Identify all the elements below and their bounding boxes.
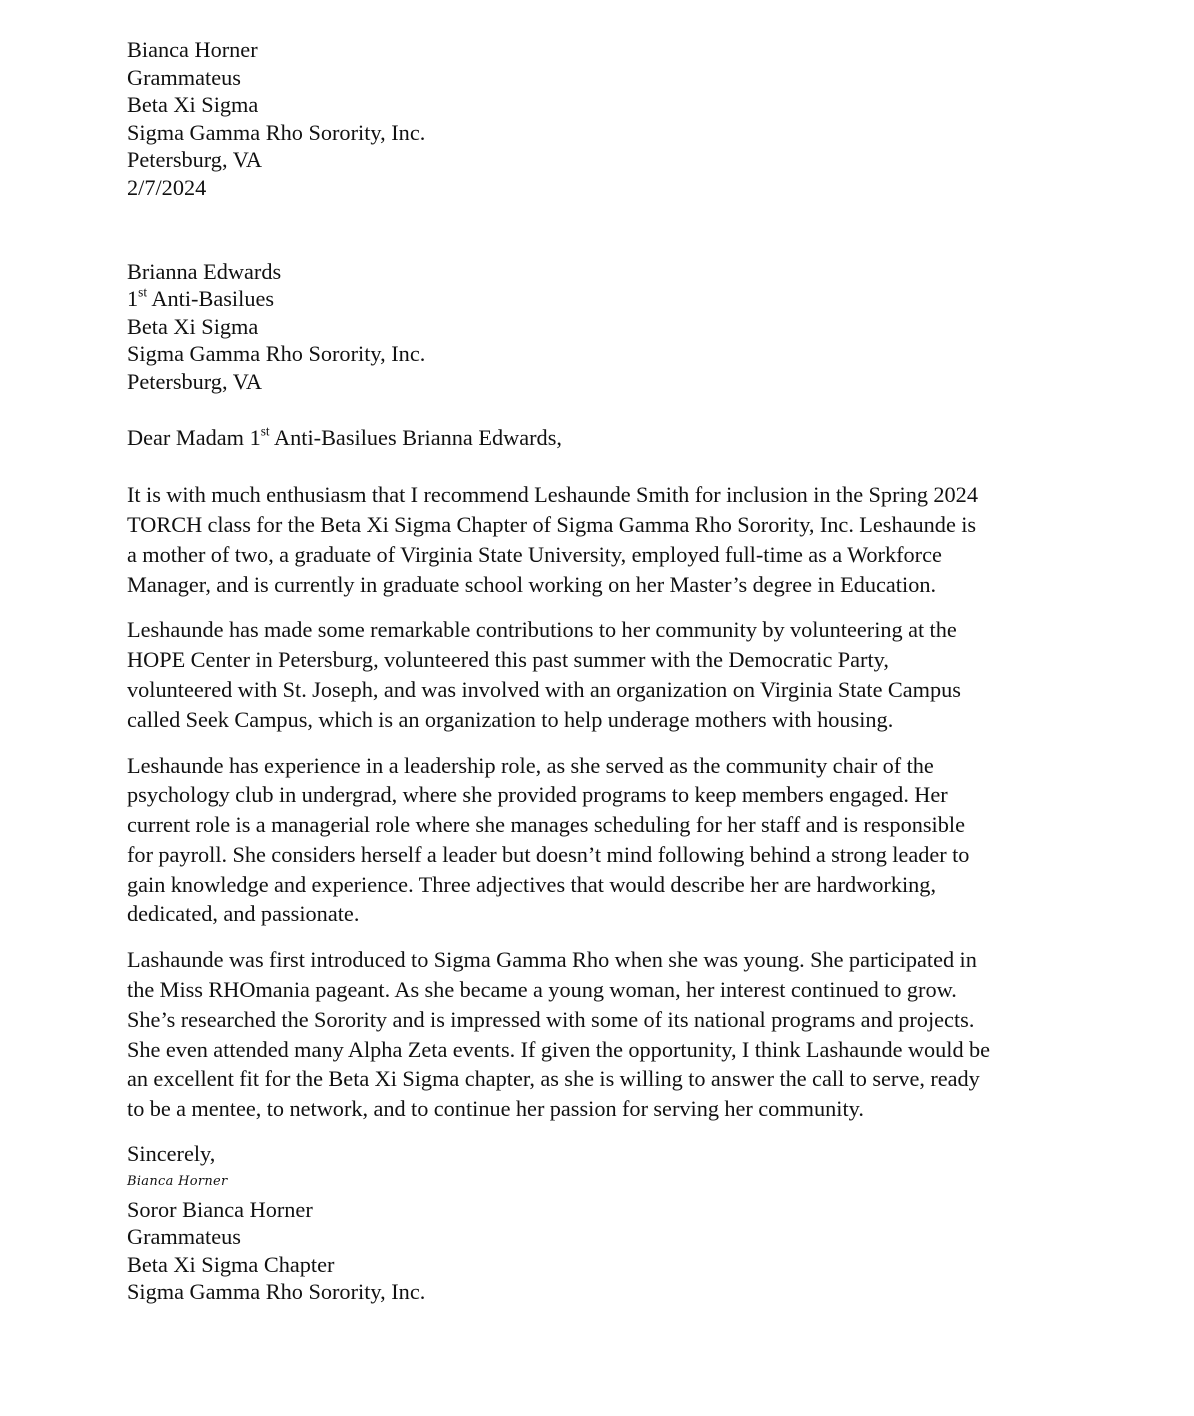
letter-date: 2/7/2024 [127, 174, 207, 200]
body-paragraph-2 [127, 615, 1077, 734]
paragraph-line: psychology club in undergrad, where she provided programs to keep members engaged. Her [127, 782, 948, 808]
paragraph-line: a mother of two, a graduate of Virginia State University, employed full-time as a Workforce [127, 541, 942, 567]
handwritten-signature: Bianca Horner [127, 1173, 228, 1189]
paragraph-line: Manager, and is currently in graduate school working on her Master’s degree in Education. [127, 571, 937, 597]
body-paragraph-3 [127, 751, 1077, 930]
recipient-organization: Sigma Gamma Rho Sorority, Inc. [127, 341, 426, 367]
sender-block [127, 36, 1077, 202]
paragraph-line: gain knowledge and experience. Three adjectives that would describe her are hardworking, [127, 871, 937, 897]
paragraph-line: It is with much enthusiasm that I recommend Leshaunde Smith for inclusion in the Spring 2024 [127, 482, 978, 508]
salutation-prefix: Dear Madam 1 [127, 424, 261, 450]
sender-chapter: Beta Xi Sigma [127, 92, 259, 118]
paragraph-line: the Miss RHOmania pageant. As she became a young woman, her interest continued to grow. [127, 977, 957, 1003]
closing-chapter: Beta Xi Sigma Chapter [127, 1251, 335, 1277]
sender-name: Bianca Horner [127, 37, 258, 62]
recipient-location: Petersburg, VA [127, 368, 263, 394]
paragraph-line: Leshaunde has made some remarkable contributions to her community by volunteering at the [127, 617, 957, 643]
paragraph-line: dedicated, and passionate. [127, 901, 360, 927]
closing-name: Soror Bianca Horner [127, 1196, 313, 1222]
paragraph-line: current role is a managerial role where she manages scheduling for her staff and is responsible [127, 812, 965, 838]
paragraph-line: TORCH class for the Beta Xi Sigma Chapter of Sigma Gamma Rho Sorority, Inc. Leshaunde is [127, 511, 977, 537]
recipient-name: Brianna Edwards [127, 258, 282, 284]
paragraph-line: volunteered with St. Joseph, and was involved with an organization on Virginia State Campus [127, 676, 961, 702]
sender-location: Petersburg, VA [127, 147, 263, 173]
salutation-rest: Anti-Basilues Brianna Edwards, [269, 424, 562, 450]
body-paragraph-4 [127, 945, 1077, 1124]
paragraph-line: to be a mentee, to network, and to continue her passion for serving her community. [127, 1096, 864, 1122]
paragraph-line: Lashaunde was first introduced to Sigma Gamma Rho when she was young. She participated in [127, 947, 977, 973]
paragraph-line: She even attended many Alpha Zeta events. If given the opportunity, I think Lashaunde would be [127, 1036, 991, 1062]
recipient-chapter: Beta Xi Sigma [127, 313, 259, 339]
closing-block [127, 1140, 1077, 1306]
paragraph-line: She’s researched the Sorority and is impressed with some of its national programs and projects. [127, 1006, 975, 1032]
paragraph-line: for payroll. She considers herself a leader but doesn’t mind following behind a strong leader to [127, 841, 970, 867]
paragraph-line: an excellent fit for the Beta Xi Sigma chapter, as she is willing to answer the call to serve, ready [127, 1066, 980, 1092]
closing-title: Grammateus [127, 1224, 241, 1250]
paragraph-line: called Seek Campus, which is an organization to help underage mothers with housing. [127, 706, 894, 732]
salutation [127, 424, 1077, 452]
recipient-title-rest: Anti-Basilues [147, 286, 275, 312]
paragraph-line: HOPE Center in Petersburg, volunteered this past summer with the Democratic Party, [127, 647, 889, 673]
valediction: Sincerely, [127, 1141, 216, 1167]
recipient-block [127, 258, 1077, 396]
paragraph-line: Leshaunde has experience in a leadership role, as she served as the community chair of the [127, 752, 934, 778]
sender-title: Grammateus [127, 64, 241, 90]
recipient-title [127, 285, 1077, 313]
recipient-title-ordinal: st [138, 284, 148, 300]
salutation-ordinal: st [260, 423, 270, 439]
recipient-title-number: 1 [127, 286, 139, 312]
closing-organization: Sigma Gamma Rho Sorority, Inc. [127, 1279, 426, 1305]
letter-page [127, 36, 1077, 1306]
sender-organization: Sigma Gamma Rho Sorority, Inc. [127, 119, 426, 145]
body-paragraph-1 [127, 480, 1077, 599]
